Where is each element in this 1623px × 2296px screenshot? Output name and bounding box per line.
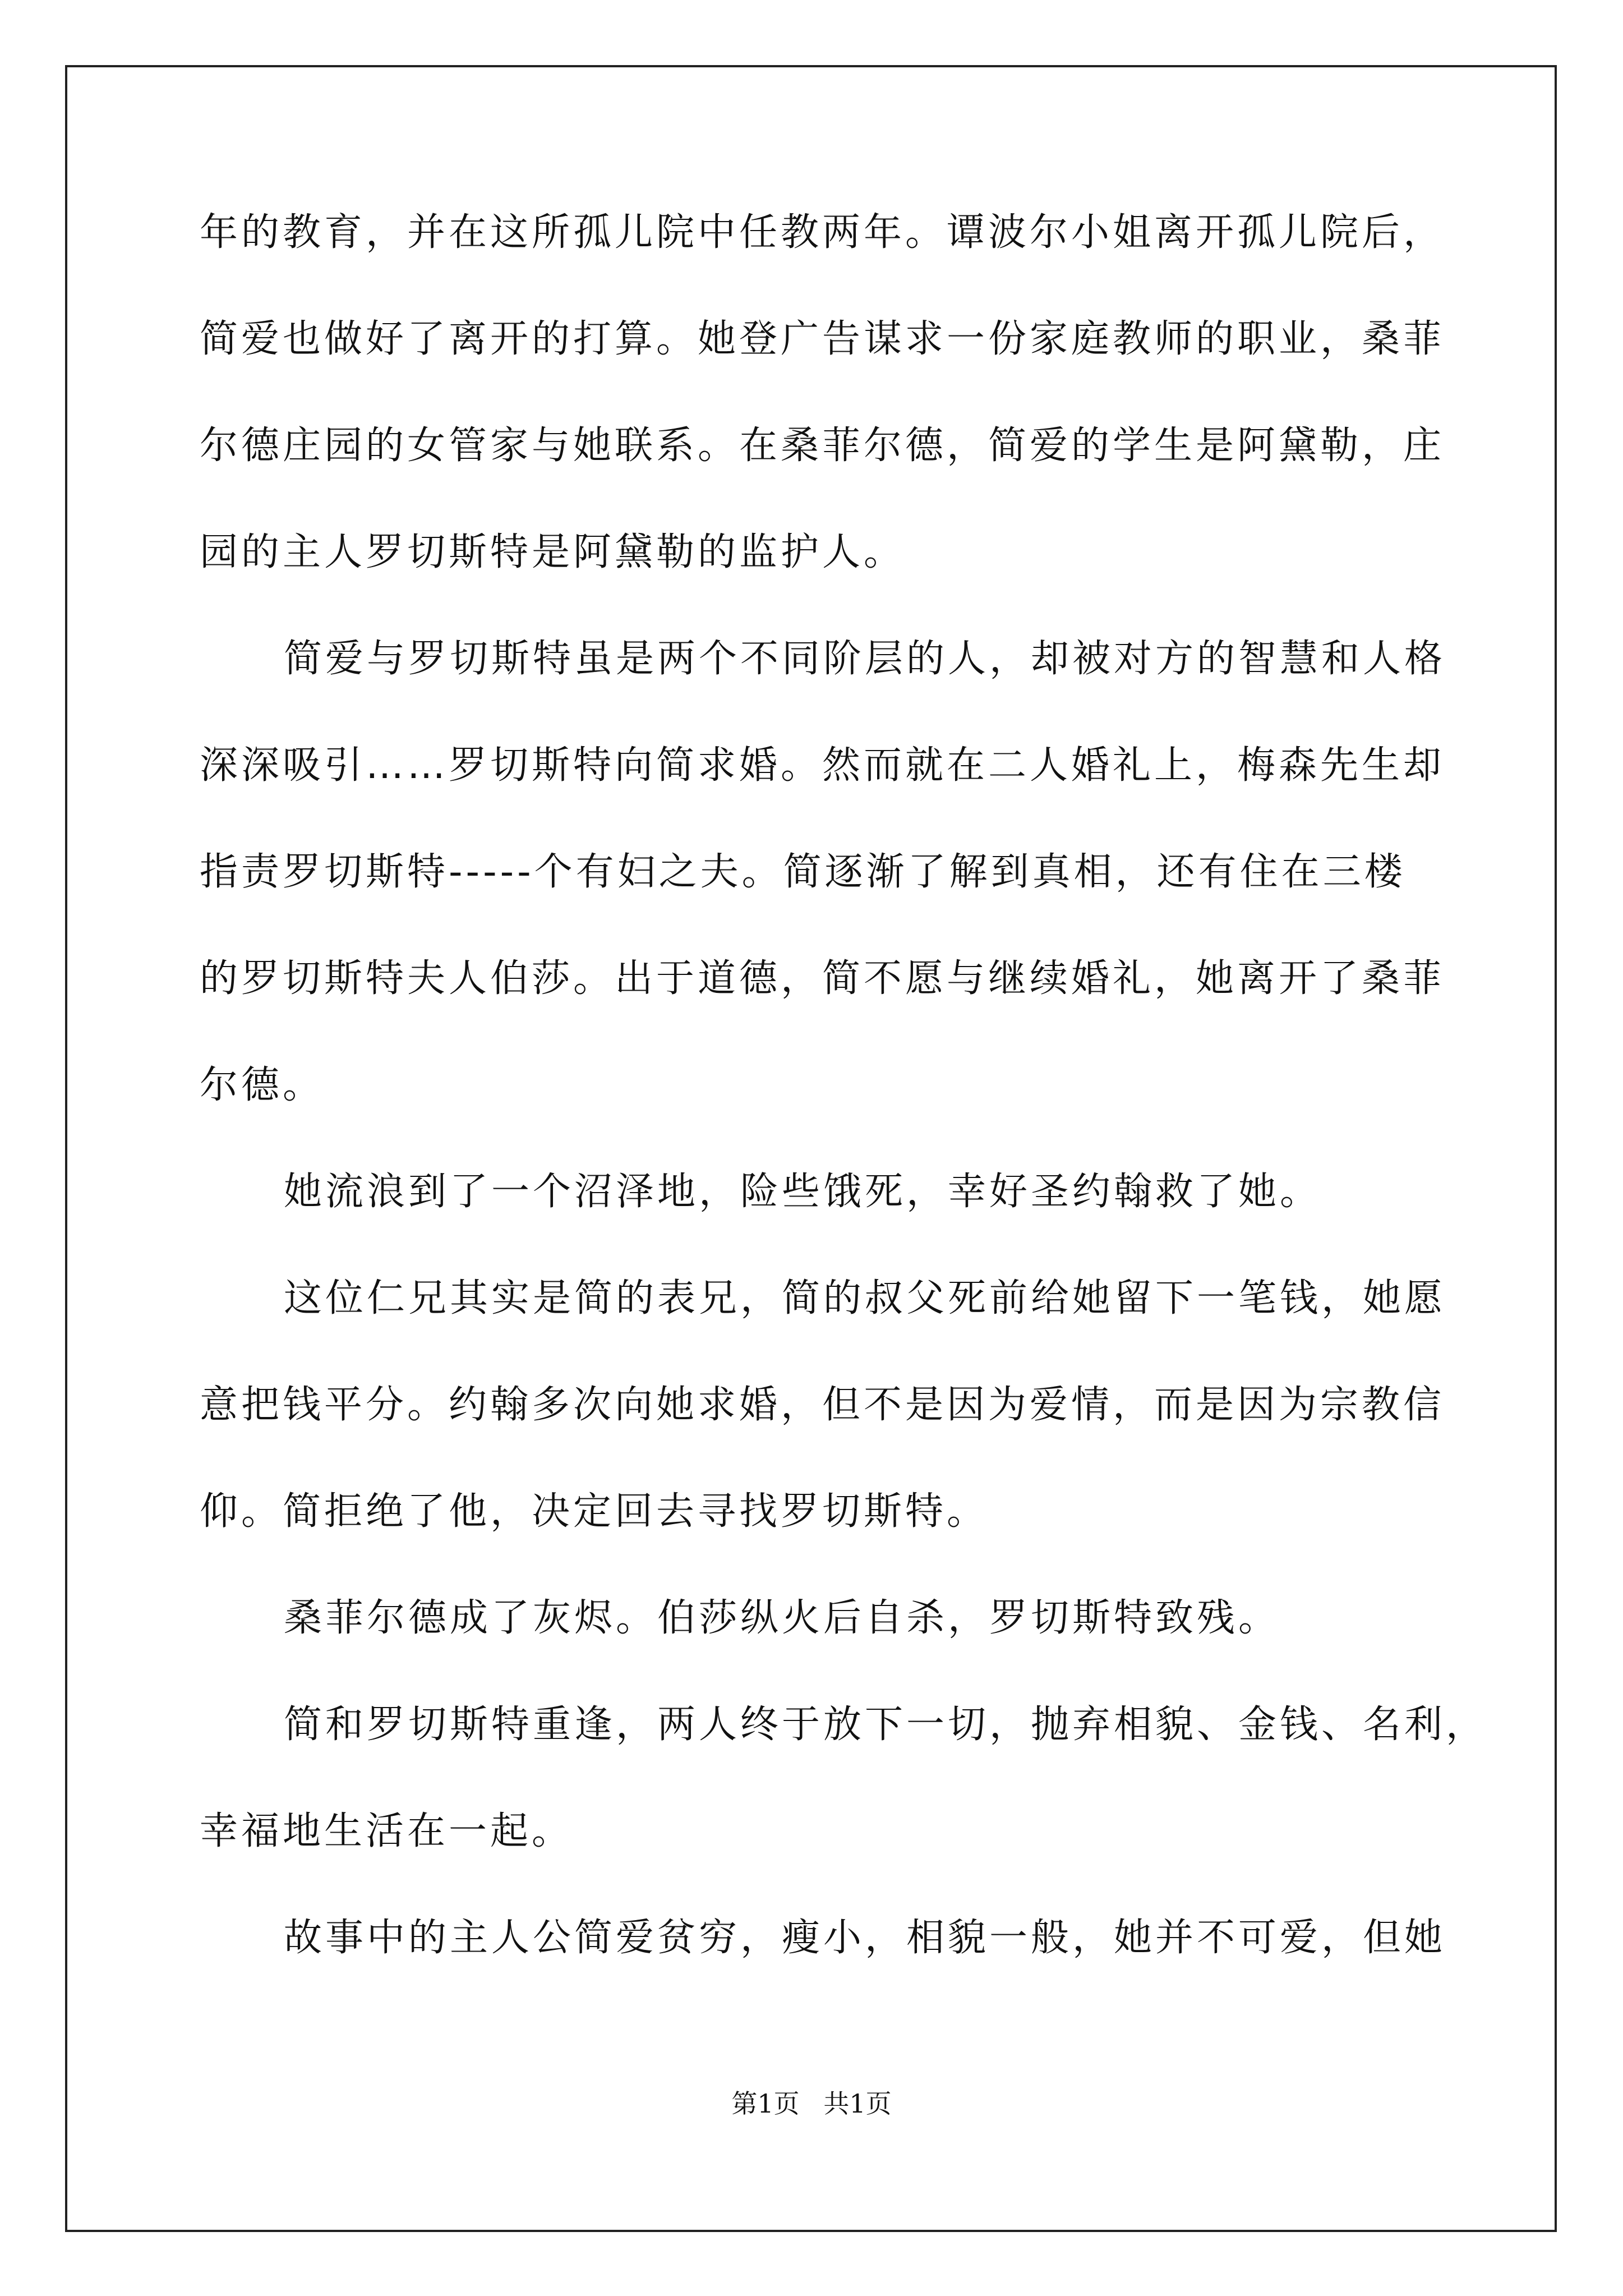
text-line: 尔德庄园的女管家与她联系。在桑菲尔德，简爱的学生是阿黛勒，庄 [200, 424, 1445, 468]
text-line: 指责罗切斯特-----个有妇之夫。简逐渐了解到真相，还有住在三楼 [200, 850, 1406, 894]
text-line: 简和罗切斯特重逢，两人终于放下一切，抛弃相貌、金钱、名利， [284, 1703, 1488, 1747]
text-line: 简爱与罗切斯特虽是两个不同阶层的人，却被对方的智慧和人格 [284, 637, 1446, 681]
text-line: 年的教育，并在这所孤儿院中任教两年。谭波尔小姐离开孤儿院后， [200, 210, 1445, 255]
text-line: 深深吸引……罗切斯特向简求婚。然而就在二人婚礼上，梅森先生却 [200, 743, 1445, 788]
text-line: 意把钱平分。约翰多次向她求婚，但不是因为爱情，而是因为宗教信 [200, 1383, 1445, 1427]
text-line: 故事中的主人公简爱贫穷，瘦小，相貌一般，她并不可爱，但她 [284, 1916, 1446, 1960]
page-footer [0, 2087, 1623, 2120]
page-total: 共1页 [823, 2088, 892, 2119]
text-line: 简爱也做好了离开的打算。她登广告谋求一份家庭教师的职业，桑菲 [200, 317, 1445, 361]
text-line: 仰。简拒绝了他，决定回去寻找罗切斯特。 [200, 1489, 989, 1534]
text-line: 尔德。 [200, 1063, 325, 1107]
text-line: 这位仁兄其实是简的表兄，简的叔父死前给她留下一笔钱，她愿 [284, 1276, 1446, 1320]
text-line: 桑菲尔德成了灰烬。伯莎纵火后自杀，罗切斯特致残。 [284, 1596, 1280, 1640]
page-number: 第1页 [731, 2088, 800, 2119]
text-line: 园的主人罗切斯特是阿黛勒的监护人。 [200, 530, 906, 574]
text-line: 她流浪到了一个沼泽地，险些饿死，幸好圣约翰救了她。 [284, 1170, 1322, 1214]
text-line: 幸福地生活在一起。 [200, 1809, 574, 1853]
text-line: 的罗切斯特夫人伯莎。出于道德，简不愿与继续婚礼，她离开了桑菲 [200, 956, 1445, 1001]
